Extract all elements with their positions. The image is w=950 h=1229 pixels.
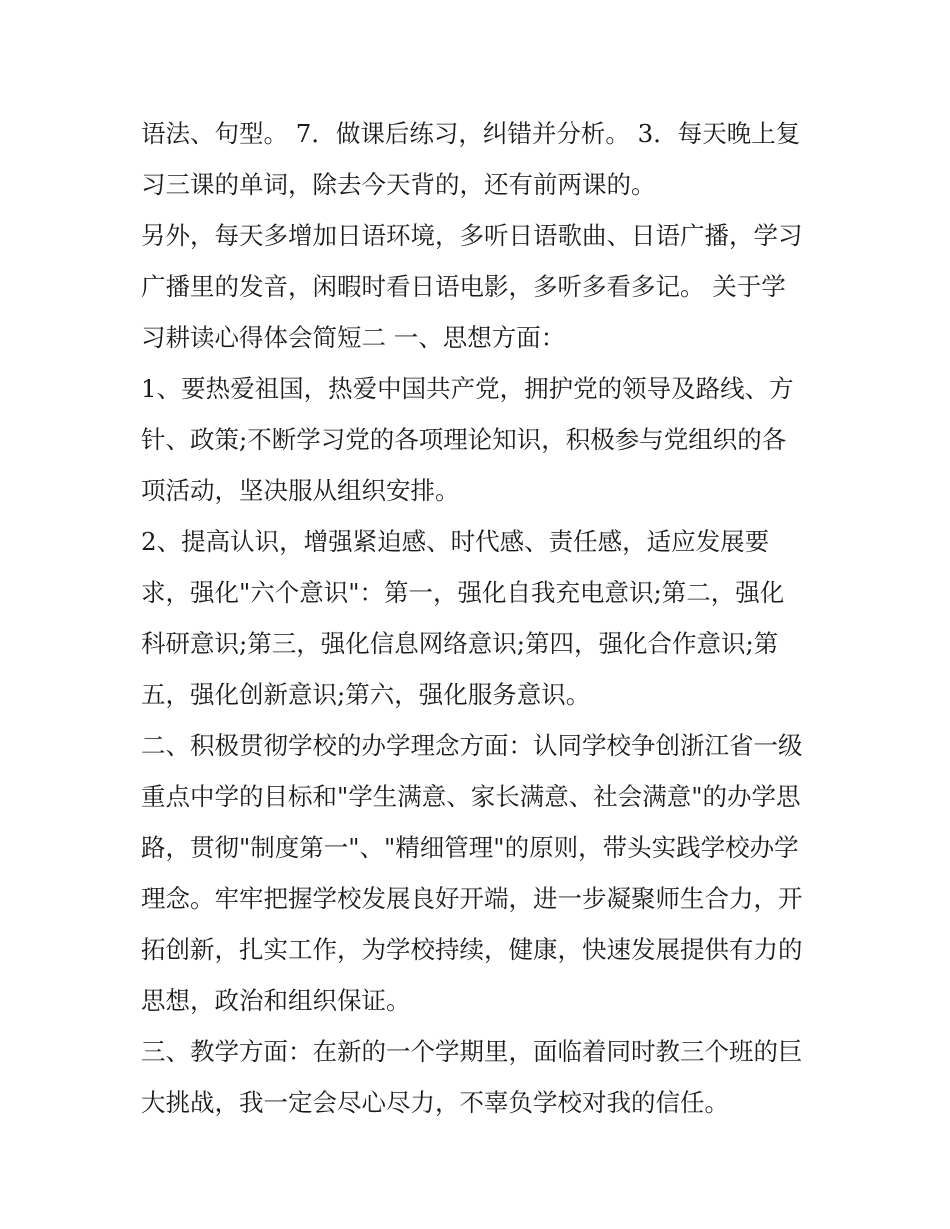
text-line: 三、教学方面：在新的一个学期里，面临着同时教三个班的巨	[141, 1037, 803, 1066]
document-body	[141, 108, 821, 1128]
text-line: 另外，每天多增加日语环境，多听日语歌曲、日语广播，学习	[141, 221, 803, 250]
paragraph-school-philosophy	[141, 720, 821, 1026]
text-line: 求，强化"六个意识"：第一，强化自我充电意识;第二，强化	[141, 578, 785, 607]
paragraph-point-1	[141, 363, 821, 516]
text-line: 路，贯彻"制度第一"、"精细管理"的原则，带头实践学校办学	[141, 833, 799, 862]
text-line: 拓创新，扎实工作，为学校持续，健康，快速发展提供有力的	[141, 935, 803, 964]
text-line: 二、积极贯彻学校的办学理念方面：认同学校争创浙江省一级	[141, 731, 803, 760]
text-line: 重点中学的目标和"学生满意、家长满意、社会满意"的办学思	[141, 782, 801, 811]
text-line: 项活动，坚决服从组织安排。	[141, 476, 460, 505]
text-line: 五，强化创新意识;第六，强化服务意识。	[141, 680, 591, 709]
text-line: 大挑战，我一定会尽心尽力，不辜负学校对我的信任。	[141, 1088, 729, 1117]
text-line: 科研意识;第三，强化信息网络意识;第四，强化合作意识;第	[141, 629, 779, 658]
text-line: 广播里的发音，闲暇时看日语电影，多听多看多记。 关于学	[141, 272, 786, 301]
text-line: 语法、句型。 7．做课后练习，纠错并分析。 3．每天晚上复	[141, 119, 801, 148]
paragraph-point-2	[141, 516, 821, 720]
paragraph-study-method	[141, 108, 821, 210]
text-line: 1、要热爱祖国，热爱中国共产党，拥护党的领导及路线、方	[141, 374, 794, 403]
text-line: 思想，政治和组织保证。	[141, 986, 411, 1015]
paragraph-teaching	[141, 1026, 821, 1128]
text-line: 习三课的单词，除去今天背的，还有前两课的。	[141, 170, 656, 199]
text-line: 2、提高认识，增强紧迫感、时代感、责任感，适应发展要	[141, 527, 770, 556]
text-line: 习耕读心得体会简短二 一、思想方面：	[141, 323, 566, 352]
text-line: 针、政策;不断学习党的各项理论知识，积极参与党组织的各	[141, 425, 787, 454]
paragraph-language-environment	[141, 210, 821, 363]
text-line: 理念。牢牢把握学校发展良好开端，进一步凝聚师生合力，开	[141, 884, 803, 913]
